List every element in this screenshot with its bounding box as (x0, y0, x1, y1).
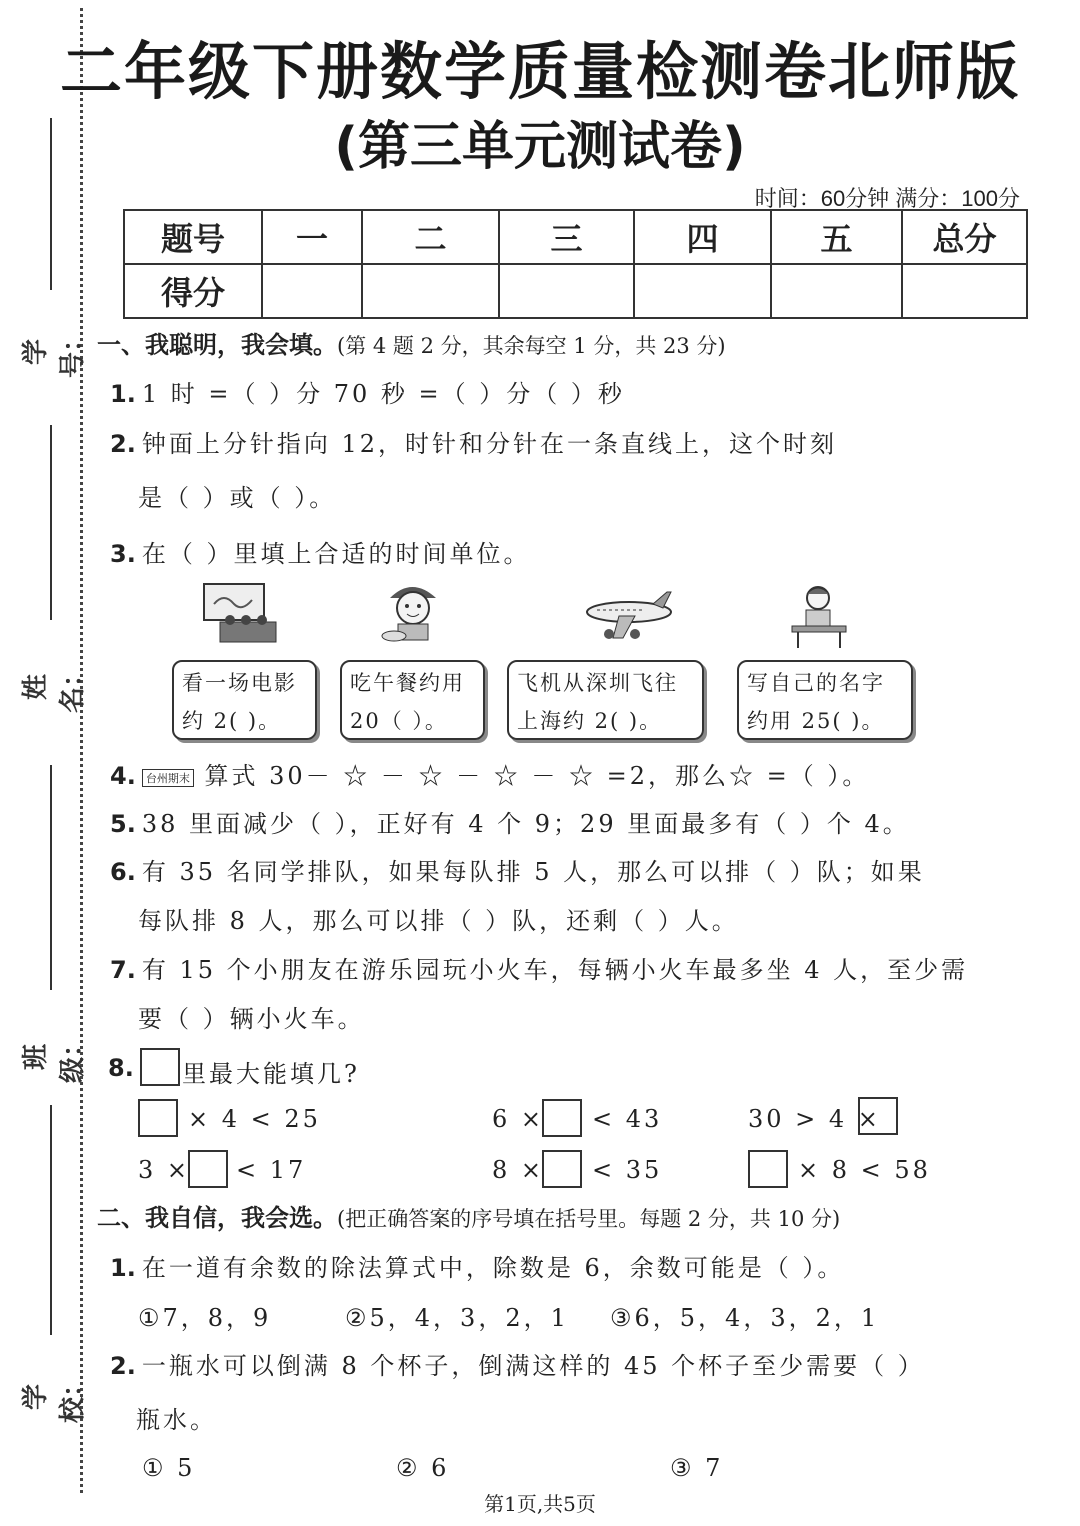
score-cell[interactable] (262, 264, 362, 318)
school-line[interactable] (50, 1105, 52, 1335)
inequality-text: × 4 < 25 (188, 1105, 321, 1133)
question-text: 里最大能填几? (182, 1060, 360, 1088)
question-2-2-line2: 瓶水。 (136, 1406, 217, 1434)
class-label: 班级： (21, 1031, 88, 1084)
score-header-row (124, 210, 1027, 264)
name-line[interactable] (50, 425, 52, 620)
answer-box[interactable] (138, 1099, 178, 1137)
option-2[interactable]: ② 6 (396, 1454, 450, 1482)
card-flight (507, 660, 704, 740)
question-text: 38 里面减少（ ），正好有 4 个 9；29 里面最多有（ ）个 4。 (141, 810, 910, 838)
question-1-7 (110, 950, 968, 985)
score-table (123, 209, 1028, 319)
inequality-text: < 17 (236, 1156, 307, 1184)
card-lunch (340, 660, 485, 740)
score-cell[interactable] (902, 264, 1027, 318)
boy-eating-lunch-icon (378, 578, 448, 650)
section2-heading (97, 1198, 840, 1233)
inequality-text: 30 > 4 × (748, 1105, 881, 1133)
section2-note: (把正确答案的序号填在括号里。每题 2 分，共 10 分) (337, 1207, 841, 1231)
answer-box[interactable] (542, 1099, 582, 1137)
movie-theater-icon (200, 580, 280, 648)
question-number: 7. (110, 956, 136, 984)
question-1-2 (110, 424, 837, 459)
page-subtitle: (第三单元测试卷) (334, 117, 746, 177)
answer-box[interactable] (542, 1150, 582, 1188)
option-1[interactable]: ①7，8，9 (138, 1304, 272, 1332)
question-2-1 (110, 1248, 844, 1283)
section1-heading (97, 325, 726, 360)
question-text: 在一道有余数的除法算式中，除数是 6，余数可能是（ ）。 (141, 1254, 845, 1282)
class-line[interactable] (50, 765, 52, 990)
score-cell[interactable] (634, 264, 771, 318)
card-line: 写自己的名字 (747, 671, 885, 695)
score-header-cell: 题号 (124, 210, 262, 264)
card-line: 吃午餐约用 (350, 671, 465, 695)
question-number: 4. (110, 762, 136, 790)
question-1-2-line2: 是（ ）或（ ）。 (138, 484, 337, 512)
question-1-3 (110, 534, 530, 569)
option-3[interactable]: ③ 7 (670, 1454, 724, 1482)
option-1[interactable]: ① 5 (142, 1454, 196, 1482)
score-header-cell: 五 (771, 210, 902, 264)
answer-box[interactable] (188, 1150, 228, 1188)
page-title: 二年级下册数学质量检测卷北师版 (59, 35, 1020, 108)
card-line: 约 2( )。 (182, 709, 282, 733)
student-writing-icon (788, 582, 850, 650)
score-row-label: 得分 (124, 264, 262, 318)
answer-box[interactable] (858, 1097, 898, 1135)
page-footer: 第1页,共5页 (484, 1492, 596, 1516)
question-text: 一瓶水可以倒满 8 个杯子，倒满这样的 45 个杯子至少需要（ ） (141, 1352, 925, 1380)
question-number: 2. (110, 1352, 136, 1380)
airplane-icon (583, 590, 675, 646)
score-cell[interactable] (362, 264, 499, 318)
card-line: 约用 25( )。 (747, 709, 885, 733)
inequality-text: < 35 (592, 1156, 663, 1184)
inequality-text: 3 × (138, 1156, 191, 1184)
section2-title: 二、我自信，我会选。 (97, 1204, 337, 1232)
question-1-1 (110, 374, 625, 409)
score-header-cell: 二 (362, 210, 499, 264)
answer-box[interactable] (748, 1150, 788, 1188)
card-line: 飞机从深圳飞往 (517, 671, 678, 695)
score-header-cell: 总分 (902, 210, 1027, 264)
question-2-2 (110, 1346, 925, 1381)
score-row (124, 264, 1027, 318)
binding-dotted-line (80, 8, 83, 1493)
question-text: 1 时 =（ ）分 70 秒 =（ ）分（ ）秒 (141, 380, 625, 408)
score-header-cell: 三 (499, 210, 634, 264)
question-number: 6. (110, 858, 136, 886)
inequality-text: 8 × (492, 1156, 545, 1184)
section1-title: 一、我聪明，我会填。 (97, 331, 337, 359)
question-number: 3. (110, 540, 136, 568)
school-label: 学校： (21, 1371, 88, 1424)
answer-box[interactable] (140, 1048, 180, 1086)
question-text: 在（ ）里填上合适的时间单位。 (141, 540, 531, 568)
inequality-text: < 43 (592, 1105, 663, 1133)
option-3[interactable]: ③6，5，4，3，2，1 (610, 1304, 880, 1332)
source-tag: 台州期末 (142, 769, 194, 787)
question-number: 1. (110, 380, 136, 408)
inequality-text: × 8 < 58 (798, 1156, 931, 1184)
card-line: 20（ ）。 (350, 709, 448, 733)
card-line: 看一场电影 (182, 671, 297, 695)
score-cell[interactable] (499, 264, 634, 318)
question-number: 1. (110, 1254, 136, 1282)
question-number: 5. (110, 810, 136, 838)
card-write-name (737, 660, 913, 740)
option-2[interactable]: ②5，4，3，2，1 (345, 1304, 569, 1332)
question-1-6-line2: 每队排 8 人，那么可以排（ ）队，还剩（ ）人。 (138, 907, 739, 935)
section1-note: (第 4 题 2 分，其余每空 1 分，共 23 分) (337, 334, 726, 358)
question-1-8-number (108, 1054, 140, 1082)
card-line: 上海约 2( )。 (517, 709, 663, 733)
question-number: 2. (110, 430, 136, 458)
question-number: 8. (108, 1054, 134, 1082)
inequality-text: 6 × (492, 1105, 545, 1133)
question-1-4 (110, 756, 869, 791)
time-info: 时间：60分钟 满分：100分 (754, 186, 1020, 211)
name-label: 姓名： (21, 661, 88, 714)
question-text: 算式 30－ ☆ － ☆ － ☆ － ☆ =2，那么☆ =（ ）。 (204, 762, 870, 790)
score-header-cell: 四 (634, 210, 771, 264)
question-1-6 (110, 852, 925, 887)
question-text: 有 35 名同学排队，如果每队排 5 人，那么可以排（ ）队；如果 (141, 858, 925, 886)
question-text: 有 15 个小朋友在游乐园玩小火车，每辆小火车最多坐 4 人，至少需 (141, 956, 969, 984)
card-movie (172, 660, 317, 740)
student-no-label: 学号： (21, 326, 88, 379)
score-header-cell: 一 (262, 210, 362, 264)
question-text: 钟面上分针指向 12，时针和分针在一条直线上，这个时刻 (141, 430, 837, 458)
score-cell[interactable] (771, 264, 902, 318)
question-1-7-line2: 要（ ）辆小火车。 (138, 1005, 365, 1033)
question-1-5 (110, 804, 910, 839)
